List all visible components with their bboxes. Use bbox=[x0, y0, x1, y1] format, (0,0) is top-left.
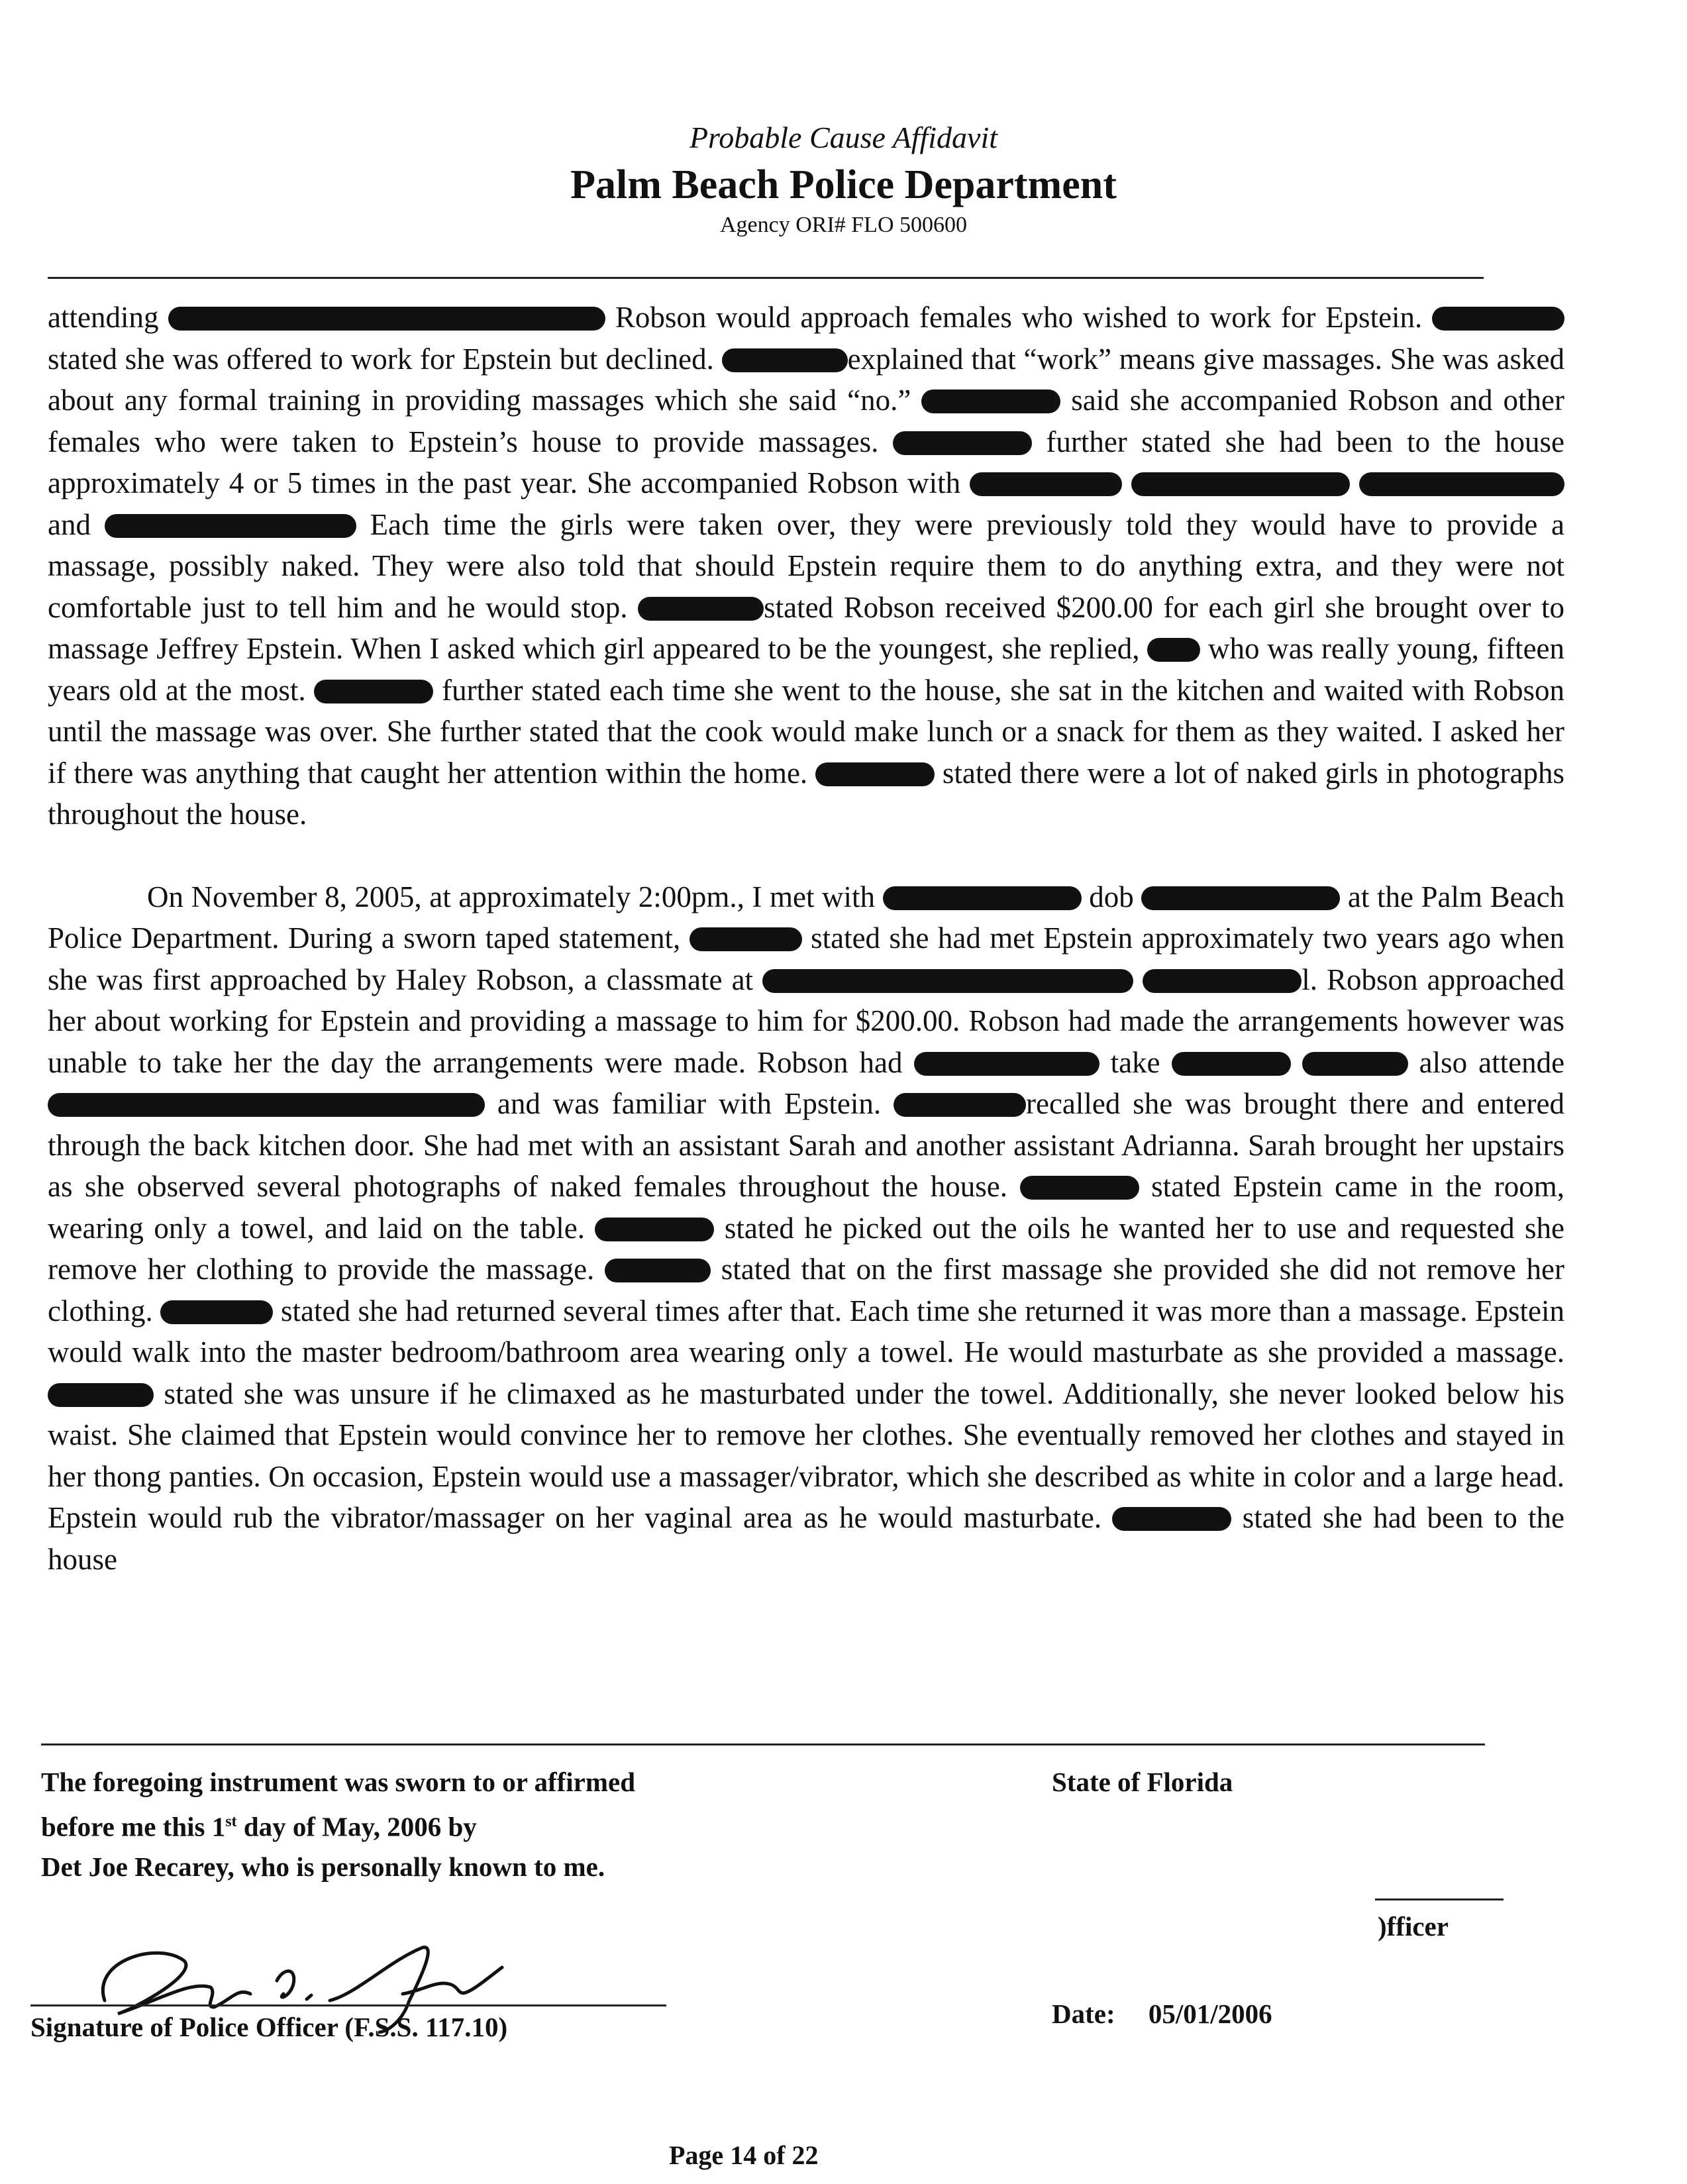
redaction-bar bbox=[921, 390, 1060, 413]
text-segment: On November 8, 2005, at approximately 2:00pm., I met with bbox=[147, 880, 876, 913]
text-segment: stated she had returned several times after that. Each time she returned it was more than a massage. Epstein would walk into the master bedroom/bathroom area wearing only a towel. He would masturbate as she provided a massage. bbox=[48, 1294, 1565, 1369]
sworn-date-text: before me this 1 bbox=[41, 1811, 226, 1842]
text-segment: said she accompanied Robson and other females who were taken to Epstein’s house to provide massages. bbox=[48, 384, 1564, 458]
officer-label: )fficer bbox=[1378, 1911, 1449, 1942]
redaction-bar bbox=[48, 1093, 485, 1117]
signature-label: Signature of Police Officer (F.S.S. 117.10) bbox=[30, 2012, 508, 2042]
header-rule bbox=[48, 277, 1484, 279]
redaction-bar bbox=[160, 1300, 273, 1324]
text-segment: stated she was unsure if he climaxed as he masturbated under the towel. Additionally, she never looked below his waist. She claimed that Epstein would convince her to remove her clothes. She eventually removed her clothes and stayed in her thong panties. On occasion, Epstein would use a massager/vibrator, which she described as white in color and a large head. Epstein would rub the vibrator/massager on her vaginal area as he would masturbate. bbox=[48, 1377, 1565, 1534]
text-segment: further stated each time she went to the house, she sat in the kitchen and waited with Robson until the massage was over. She further stated that the cook would make lunch or a snack for them as they waited. I asked her if there was anything that caught her attention within the home. bbox=[48, 673, 1565, 790]
text-segment: stated she had been to the house bbox=[48, 1501, 1565, 1576]
redaction-bar bbox=[1302, 1052, 1408, 1076]
sworn-statement bbox=[41, 1762, 869, 1887]
redaction-bar bbox=[762, 969, 1133, 993]
date-label: Date: bbox=[1052, 1999, 1115, 2029]
text-segment: and bbox=[48, 507, 91, 541]
footer-rule bbox=[41, 1743, 1485, 1745]
text-segment: stated he picked out the oils he wanted her to use and requested she remove her clothing to provide the massage. bbox=[48, 1211, 1565, 1286]
redaction-bar bbox=[690, 927, 802, 951]
sworn-line: The foregoing instrument was sworn to or affirmed bbox=[41, 1767, 635, 1797]
text-segment: who was really young, fifteen years old at the most. bbox=[48, 632, 1565, 707]
redaction-bar bbox=[105, 514, 356, 538]
redaction-bar bbox=[1172, 1052, 1291, 1076]
text-segment: stated she was offered to work for Epstein but declined. bbox=[48, 342, 714, 376]
redaction-bar bbox=[314, 680, 433, 703]
text-segment: recalled she was brought there and entered through the back kitchen door. She had met with an assistant Sarah and another assistant Adrianna. Sarah brought her upstairs as she observed several photographs of naked females throughout the house. bbox=[48, 1087, 1565, 1203]
redaction-bar bbox=[970, 472, 1122, 496]
form-title: Probable Cause Affidavit bbox=[689, 121, 998, 154]
department-name: Palm Beach Police Department bbox=[570, 162, 1117, 207]
redaction-bar bbox=[914, 1052, 1099, 1076]
text-segment: Each time the girls were taken over, they were previously told they would have to provide a massage, possibly naked. They were also told that should Epstein require them to do anything extra, and they were not comfortable just to tell him and he would stop. bbox=[48, 507, 1565, 624]
redaction-bar bbox=[1143, 969, 1302, 993]
text-segment: stated that on the first massage she provided she did not remove her clothing. bbox=[48, 1253, 1565, 1327]
signature-rule bbox=[30, 2004, 666, 2006]
text-segment: stated Epstein came in the room, wearing only a towel, and laid on the table. bbox=[48, 1170, 1564, 1245]
page-number: Page 14 of 22 bbox=[669, 2140, 819, 2170]
text-segment: explained that “work” means give massages. She was asked about any formal training in providing massages which she said “no.” bbox=[48, 342, 1564, 417]
sworn-date-text: day of May, 2006 by bbox=[236, 1811, 477, 1842]
affidavit-body bbox=[48, 297, 1564, 1580]
paragraph-2 bbox=[48, 876, 1564, 1581]
redaction-bar bbox=[1359, 472, 1564, 496]
text-segment: dob bbox=[1089, 880, 1134, 913]
redaction-bar bbox=[168, 307, 605, 331]
text-segment: stated there were a lot of naked girls in photographs throughout the house. bbox=[48, 756, 1564, 831]
sworn-line bbox=[41, 1802, 869, 1847]
redaction-bar bbox=[605, 1259, 711, 1282]
date-value: 05/01/2006 bbox=[1148, 1999, 1272, 2029]
text-segment: stated she had met Epstein approximately two years ago when she was first approached by Haley Robson, a classmate at bbox=[48, 921, 1565, 996]
document-header bbox=[0, 119, 1687, 240]
date-field bbox=[1052, 1994, 1272, 2034]
text-segment: l. Robson approached her about working for Epstein and providing a massage to him for $200.00. Robson had made the arrangements however was unable to take her the day the arrangements were made. Robson had bbox=[48, 962, 1564, 1079]
sworn-line: Det Joe Recarey, who is personally known to me. bbox=[41, 1851, 605, 1882]
redaction-bar bbox=[1112, 1507, 1231, 1531]
paragraph-1 bbox=[48, 297, 1564, 835]
text-segment: Robson would approach females who wished to work for Epstein. bbox=[615, 301, 1423, 334]
redaction-bar bbox=[1131, 472, 1350, 496]
redaction-bar bbox=[1147, 638, 1200, 662]
text-segment: at the Palm Beach Police Department. During a sworn taped statement, bbox=[48, 880, 1565, 955]
text-segment: stated Robson received $200.00 for each girl she brought over to massage Jeffrey Epstein. When I asked which girl appeared to be the youngest, she replied, bbox=[48, 590, 1565, 665]
agency-ori: Agency ORI# FLO 500600 bbox=[719, 213, 968, 237]
redaction-bar bbox=[638, 597, 764, 621]
text-segment: take bbox=[1110, 1045, 1160, 1079]
ordinal-suffix: st bbox=[225, 1813, 237, 1830]
text-segment: attending bbox=[48, 301, 159, 334]
redaction-bar bbox=[1141, 886, 1340, 910]
redaction-bar bbox=[1020, 1176, 1139, 1200]
redaction-bar bbox=[1432, 307, 1564, 331]
text-segment: and was familiar with Epstein. bbox=[497, 1087, 882, 1120]
redaction-bar bbox=[883, 886, 1082, 910]
text-segment: also attende bbox=[1419, 1045, 1565, 1079]
redaction-bar bbox=[894, 1093, 1026, 1117]
officer-rule bbox=[1375, 1898, 1504, 1900]
redaction-bar bbox=[722, 348, 848, 372]
redaction-bar bbox=[893, 431, 1032, 455]
state-label: State of Florida bbox=[1052, 1767, 1233, 1797]
redaction-bar bbox=[48, 1383, 154, 1407]
redaction-bar bbox=[595, 1218, 714, 1241]
text-segment: further stated she had been to the house approximately 4 or 5 times in the past year. She accompanied Robson with bbox=[48, 425, 1565, 499]
redaction-bar bbox=[815, 762, 935, 786]
